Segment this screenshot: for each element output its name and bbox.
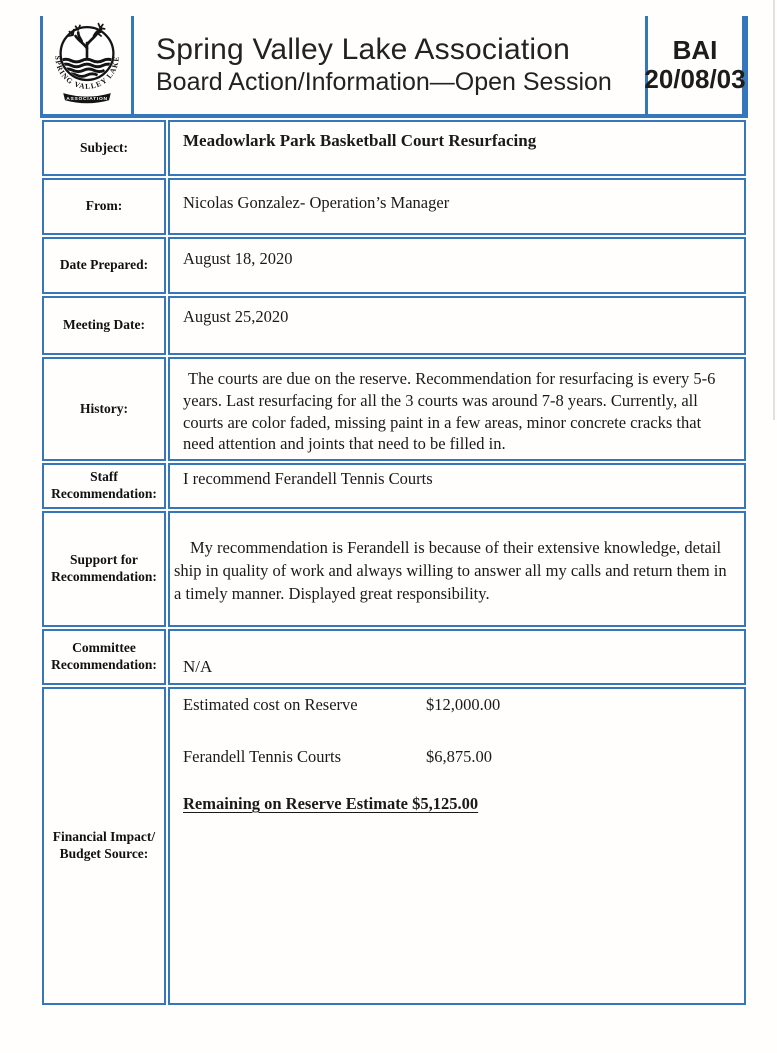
financial-item-name: Ferandell Tennis Courts [183,747,342,767]
financial-summary: Remaining on Reserve Estimate $5,125.00 [183,794,479,814]
date-prepared-label: Date Prepared: [42,237,166,294]
support-recommendation-label: Support for Recommendation: [42,511,166,627]
board-action-form-table [40,118,748,1007]
from-label: From: [42,178,166,235]
financial-line-item [183,694,734,716]
staff-recommendation-value: I recommend Ferandell Tennis Courts [168,463,746,509]
logo-arc-text: SPRING VALLEY LAKE [53,55,121,91]
support-recommendation-value: My recommendation is Ferandell is because of their extensive knowledge, detail ship in quality of work and always willing to answer all my calls and return them in a timely manner. Displayed great responsibility. [168,511,746,627]
logo-banner-text: ASSOCIATION [66,96,108,102]
committee-recommendation-value: N/A [168,629,746,684]
history-label: History: [42,357,166,461]
table-row-meeting-date [42,296,746,355]
logo-cell [40,16,134,114]
bai-label: BAI [672,34,718,65]
financial-impact-value [168,687,746,1005]
financial-impact-label: Financial Impact/ Budget Source: [42,687,166,1005]
financial-line-item [183,746,734,768]
financial-item-name: Estimated cost on Reserve [183,694,358,714]
title-block [134,16,645,114]
staff-recommendation-label: Staff Recommendation: [42,463,166,509]
table-row-support-for-recommendation [42,511,746,627]
bai-number: 20/08/03 [644,64,746,94]
scan-artifact-line [773,0,775,420]
subject-value: Meadowlark Park Basketball Court Resurfacing [168,120,746,176]
spring-valley-lake-emblem-icon [43,16,131,114]
document-header [40,16,748,118]
table-row-history [42,357,746,461]
subject-label: Subject: [42,120,166,176]
from-value: Nicolas Gonzalez- Operation’s Manager [168,178,746,235]
financial-item-amount: $12,000.00 [426,694,501,714]
table-row-financial-impact [42,687,746,1005]
history-value: The courts are due on the reserve. Recommendation for resurfacing is every 5-6 years. Last resurfacing for all the 3 courts was around 7-8 years. Currently, all courts are color faded, missing paint in a few areas, minor concrete cracks that need attention and joints that need to be filled in. [168,357,746,461]
table-row-from [42,178,746,235]
page-subtitle: Board Action/Information—Open Session [156,68,612,97]
table-row-committee-recommendation [42,629,746,684]
meeting-date-value: August 25,2020 [168,296,746,355]
table-row-staff-recommendation [42,463,746,509]
date-prepared-value: August 18, 2020 [168,237,746,294]
table-row-date-prepared [42,237,746,294]
meeting-date-label: Meeting Date: [42,296,166,355]
financial-item-amount: $6,875.00 [426,747,492,767]
page-title: Spring Valley Lake Association [156,32,571,66]
committee-recommendation-label: Committee Recommendation: [42,629,166,684]
table-row-subject [42,120,746,176]
bai-reference-badge [645,16,748,114]
